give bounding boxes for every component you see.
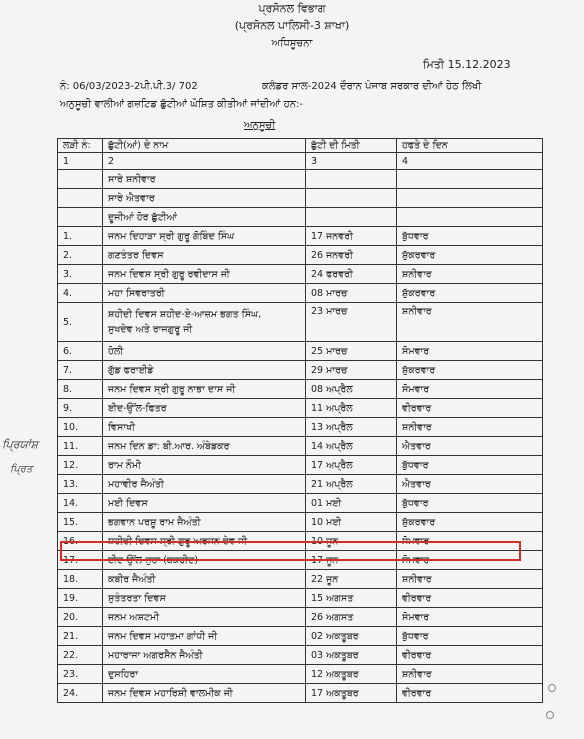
weekday: ਸ਼ਨੀਵਾਰ xyxy=(397,265,543,284)
empty-cell xyxy=(306,189,397,208)
holiday-row xyxy=(58,494,543,513)
holiday-date: 17 ਜੂਨ xyxy=(306,551,397,570)
holiday-name: ਕਬੀਰ ਜੈਅੰਤੀ xyxy=(103,570,306,589)
intro-line-1: ਕਲੰਡਰ ਸਾਲ-2024 ਦੌਰਾਨ ਪੰਜਾਬ ਸਰਕਾਰ ਦੀਆਂ ਹੇਠ ਲਿਖੀ xyxy=(262,81,482,92)
holiday-date: 12 ਅਕਤੂਬਰ xyxy=(306,665,397,684)
serial-number: 15. xyxy=(58,513,103,532)
empty-cell xyxy=(58,170,103,189)
group-row xyxy=(58,208,543,227)
holiday-name: ਗਣਤੰਤਰ ਦਿਵਸ xyxy=(103,246,306,265)
weekday: ਬੁੱਧਵਾਰ xyxy=(397,494,543,513)
weekday: ਬੁੱਧਵਾਰ xyxy=(397,627,543,646)
holiday-row xyxy=(58,627,543,646)
weekday: ਸੋਮਵਾਰ xyxy=(397,532,543,551)
holiday-name: ਜਨਮ ਦਿਨ ਡਾ: ਬੀ.ਆਰ. ਅੰਬੇਡਕਰ xyxy=(103,437,306,456)
weekday: ਸ਼ੁੱਕਰਵਾਰ xyxy=(397,361,543,380)
intro-line-2: ਅਨੁਸੂਚੀ ਵਾਲੀਆਂ ਗਜ਼ਟਿਡ ਛੁੱਟੀਆਂ ਘੋਸ਼ਿਤ ਕੀਤੀਆਂ ਜਾਂਦੀਆਂ ਹਨ:- xyxy=(60,99,303,110)
weekday: ਸ਼ਨੀਵਾਰ xyxy=(397,665,543,684)
serial-number: 7. xyxy=(58,361,103,380)
holiday-date: 29 ਮਾਰਚ xyxy=(306,361,397,380)
holiday-date: 21 ਅਪ੍ਰੈਲ xyxy=(306,475,397,494)
holiday-name: ਭਗਵਾਨ ਪਰਸ਼ੂ ਰਾਮ ਜੈਅੰਤੀ xyxy=(103,513,306,532)
holiday-row xyxy=(58,589,543,608)
holiday-row xyxy=(58,361,543,380)
holiday-name: ਈਦ-ਉੱਲ-ਜੁਹਾ (ਬਕਰੀਦ) xyxy=(103,551,306,570)
holiday-date: 02 ਅਕਤੂਬਰ xyxy=(306,627,397,646)
holiday-row xyxy=(58,456,543,475)
holiday-row xyxy=(58,665,543,684)
margin-annotation: ਪ੍ਰਿਯਾਂਸ਼ xyxy=(2,438,38,451)
holiday-row xyxy=(58,646,543,665)
holiday-date: 25 ਮਾਰਚ xyxy=(306,342,397,361)
empty-cell xyxy=(306,208,397,227)
holiday-date: 17 ਅਕਤੂਬਰ xyxy=(306,684,397,703)
holiday-table-body xyxy=(58,139,543,703)
serial-number: 12. xyxy=(58,456,103,475)
serial-number: 4. xyxy=(58,284,103,303)
holiday-row xyxy=(58,570,543,589)
serial-number: 24. xyxy=(58,684,103,703)
column-number: 2 xyxy=(103,153,306,170)
serial-number: 2. xyxy=(58,246,103,265)
weekday: ਬੁੱਧਵਾਰ xyxy=(397,227,543,246)
serial-number: 8. xyxy=(58,380,103,399)
holiday-row xyxy=(58,475,543,494)
weekday: ਵੀਰਵਾਰ xyxy=(397,399,543,418)
holiday-row xyxy=(58,227,543,246)
margin-mark xyxy=(546,711,554,719)
serial-number: 19. xyxy=(58,589,103,608)
holiday-date: 13 ਅਪ੍ਰੈਲ xyxy=(306,418,397,437)
notification-date xyxy=(423,58,511,72)
margin-mark xyxy=(548,684,556,692)
holiday-row xyxy=(58,608,543,627)
weekday: ਸ਼ਨੀਵਾਰ xyxy=(397,418,543,437)
holiday-name: ਜਨਮ ਦਿਵਸ ਮਹਾਤਮਾ ਗਾਂਧੀ ਜੀ xyxy=(103,627,306,646)
weekday: ਸ਼ੁੱਕਰਵਾਰ xyxy=(397,513,543,532)
group-label: ਸਾਰੇ ਐਤਵਾਰ xyxy=(103,189,306,208)
holiday-name: ਜਨਮ ਦਿਵਸ ਮਹਾਰਿਸ਼ੀ ਵਾਲਮੀਕ ਜੀ xyxy=(103,684,306,703)
holiday-row xyxy=(58,246,543,265)
department-title: ਪ੍ਰਸੋਨਲ ਵਿਭਾਗ xyxy=(258,2,326,15)
holiday-name: ਜਨਮ ਅਸ਼ਟਮੀ xyxy=(103,608,306,627)
holiday-row xyxy=(58,684,543,703)
holiday-date: 01 ਮਈ xyxy=(306,494,397,513)
empty-cell xyxy=(306,170,397,189)
column-number: 4 xyxy=(397,153,543,170)
serial-number: 1. xyxy=(58,227,103,246)
serial-number: 3. xyxy=(58,265,103,284)
group-label: ਦੂਜੀਆਂ ਹੋਰ ਛੁੱਟੀਆਂ xyxy=(103,208,306,227)
weekday: ਵੀਰਵਾਰ xyxy=(397,684,543,703)
holiday-name-line: ਸੁਖਦੇਵ ਅਤੇ ਰਾਜਗੁਰੂ ਜੀ xyxy=(108,324,193,335)
holiday-row xyxy=(58,437,543,456)
holiday-name: ਮਹਾਵੀਰ ਜੈਅੰਤੀ xyxy=(103,475,306,494)
holiday-row xyxy=(58,551,543,570)
holiday-date: 26 ਅਗਸਤ xyxy=(306,608,397,627)
holiday-name: ਮਹਾ ਸਿਵਰਾਤਰੀ xyxy=(103,284,306,303)
holiday-row xyxy=(58,418,543,437)
serial-number: 16. xyxy=(58,532,103,551)
weekday: ਸੋਮਵਾਰ xyxy=(397,608,543,627)
serial-number: 23. xyxy=(58,665,103,684)
holiday-name-line: ਸ਼ਹੀਦੀ ਦਿਵਸ ਸ਼ਹੀਦ-ਏ-ਆਜ਼ਮ ਭਗਤ ਸਿੰਘ, xyxy=(108,309,262,320)
holiday-name: ਮਹਾਰਾਜਾ ਅਗਰਸੈਨ ਜੈਅੰਤੀ xyxy=(103,646,306,665)
holiday-row xyxy=(58,399,543,418)
empty-cell xyxy=(58,208,103,227)
serial-number: 11. xyxy=(58,437,103,456)
date-label: ਮਿਤੀ xyxy=(423,58,445,71)
serial-number: 10. xyxy=(58,418,103,437)
holiday-name: ਮਈ ਦਿਵਸ xyxy=(103,494,306,513)
column-header: ਲੜੀ ਨੰ: xyxy=(58,139,103,153)
group-row xyxy=(58,170,543,189)
empty-cell xyxy=(397,208,543,227)
holiday-date: 26 ਜਨਵਰੀ xyxy=(306,246,397,265)
weekday: ਬੁੱਧਵਾਰ xyxy=(397,456,543,475)
weekday: ਵੀਰਵਾਰ xyxy=(397,589,543,608)
holiday-row xyxy=(58,303,543,342)
table-header-row xyxy=(58,139,543,153)
holiday-date: 23 ਮਾਰਚ xyxy=(306,303,397,342)
holiday-date: 08 ਮਾਰਚ xyxy=(306,284,397,303)
weekday: ਸ਼ੁੱਕਰਵਾਰ xyxy=(397,284,543,303)
holiday-date: 24 ਫਰਵਰੀ xyxy=(306,265,397,284)
schedule-heading: ਅਨੁਸੂਚੀ xyxy=(244,120,276,131)
empty-cell xyxy=(397,170,543,189)
holiday-name: ਜਨਮ ਦਿਵਸ ਸ੍ਰੀ ਗੁਰੂ ਰਵੀਦਾਸ ਜੀ xyxy=(103,265,306,284)
column-header: ਛੁੱਟੀ(ਆਂ) ਦੇ ਨਾਮ xyxy=(103,139,306,153)
weekday: ਸ਼ਨੀਵਾਰ xyxy=(397,303,543,342)
empty-cell xyxy=(58,189,103,208)
holiday-date: 10 ਮਈ xyxy=(306,513,397,532)
holiday-name: ਹੋਲੀ xyxy=(103,342,306,361)
holiday-name: ਵਿਸਾਖੀ xyxy=(103,418,306,437)
serial-number: 6. xyxy=(58,342,103,361)
group-row xyxy=(58,189,543,208)
holiday-date: 11 ਅਪ੍ਰੈਲ xyxy=(306,399,397,418)
serial-number: 5. xyxy=(58,303,103,342)
date-value: 15.12.2023 xyxy=(447,58,511,71)
holiday-date: 10 ਜੂਨ xyxy=(306,532,397,551)
holiday-row-highlighted xyxy=(58,513,543,532)
serial-number: 14. xyxy=(58,494,103,513)
serial-number: 13. xyxy=(58,475,103,494)
column-number-row xyxy=(58,153,543,170)
holiday-date: 15 ਅਗਸਤ xyxy=(306,589,397,608)
branch-subtitle: (ਪ੍ਰਸੋਨਲ ਪਾਲਿਸੀ-3 ਸ਼ਾਖਾ) xyxy=(234,19,350,32)
empty-cell xyxy=(397,189,543,208)
holiday-name: ਦੁਸਹਿਰਾ xyxy=(103,665,306,684)
holiday-name: ਸ਼ਹੀਦੀ ਦਿਵਸ ਸ੍ਰੀ ਗੁਰੂ ਅਰਜਨ ਦੇਵ ਜੀ xyxy=(103,532,306,551)
holiday-name: ਰਾਮ ਨੌਮੀ xyxy=(103,456,306,475)
group-label: ਸਾਰੇ ਸ਼ਨੀਵਾਰ xyxy=(103,170,306,189)
weekday: ਐਤਵਾਰ xyxy=(397,475,543,494)
serial-number: 21. xyxy=(58,627,103,646)
holiday-date: 17 ਜਨਵਰੀ xyxy=(306,227,397,246)
holiday-date: 03 ਅਕਤੂਬਰ xyxy=(306,646,397,665)
serial-number: 20. xyxy=(58,608,103,627)
holiday-row xyxy=(58,265,543,284)
weekday: ਸੋਮਵਾਰ xyxy=(397,551,543,570)
reference-number: ਨੰ: 06/03/2023-2ਪੀ.ਪੀ.3/ 702 xyxy=(60,81,198,92)
holiday-row xyxy=(58,342,543,361)
column-header: ਹਫਤੇ ਦੇ ਦਿਨ xyxy=(397,139,543,153)
notification-heading: ਅਧਿਸੂਚਨਾ xyxy=(271,38,313,49)
holiday-row xyxy=(58,284,543,303)
holiday-name: ਜਨਮ ਦਿਹਾੜਾ ਸ੍ਰੀ ਗੁਰੂ ਗੋਬਿੰਦ ਸਿੰਘ xyxy=(103,227,306,246)
serial-number: 17. xyxy=(58,551,103,570)
holiday-row xyxy=(58,532,543,551)
holiday-name: ਸੁਤੰਤਰਤਾ ਦਿਵਸ xyxy=(103,589,306,608)
column-header: ਛੁੱਟੀ ਦੀ ਮਿਤੀ xyxy=(306,139,397,153)
holiday-name xyxy=(103,303,306,342)
holiday-date: 08 ਅਪ੍ਰੈਲ xyxy=(306,380,397,399)
weekday: ਸ਼ਨੀਵਾਰ xyxy=(397,570,543,589)
column-number: 1 xyxy=(58,153,103,170)
column-number: 3 xyxy=(306,153,397,170)
holiday-date: 17 ਅਪ੍ਰੈਲ xyxy=(306,456,397,475)
holiday-table xyxy=(57,138,543,703)
serial-number: 22. xyxy=(58,646,103,665)
margin-annotation: ਪ੍ਰਿਤ xyxy=(10,464,33,475)
serial-number: 9. xyxy=(58,399,103,418)
weekday: ਸੋਮਵਾਰ xyxy=(397,342,543,361)
holiday-name: ਜਨਮ ਦਿਵਸ ਸ੍ਰੀ ਗੁਰੂ ਨਾਭਾ ਦਾਸ ਜੀ xyxy=(103,380,306,399)
weekday: ਸੋਮਵਾਰ xyxy=(397,380,543,399)
weekday: ਸ਼ੁੱਕਰਵਾਰ xyxy=(397,246,543,265)
holiday-name: ਗੁੱਡ ਫਰਾਈਡੇ xyxy=(103,361,306,380)
serial-number: 18. xyxy=(58,570,103,589)
holiday-date: 14 ਅਪ੍ਰੈਲ xyxy=(306,437,397,456)
weekday: ਵੀਰਵਾਰ xyxy=(397,646,543,665)
holiday-name: ਈਦ-ਉੱਲ-ਫਿਤਰ xyxy=(103,399,306,418)
holiday-row xyxy=(58,380,543,399)
weekday: ਐਤਵਾਰ xyxy=(397,437,543,456)
holiday-date: 22 ਜੂਨ xyxy=(306,570,397,589)
